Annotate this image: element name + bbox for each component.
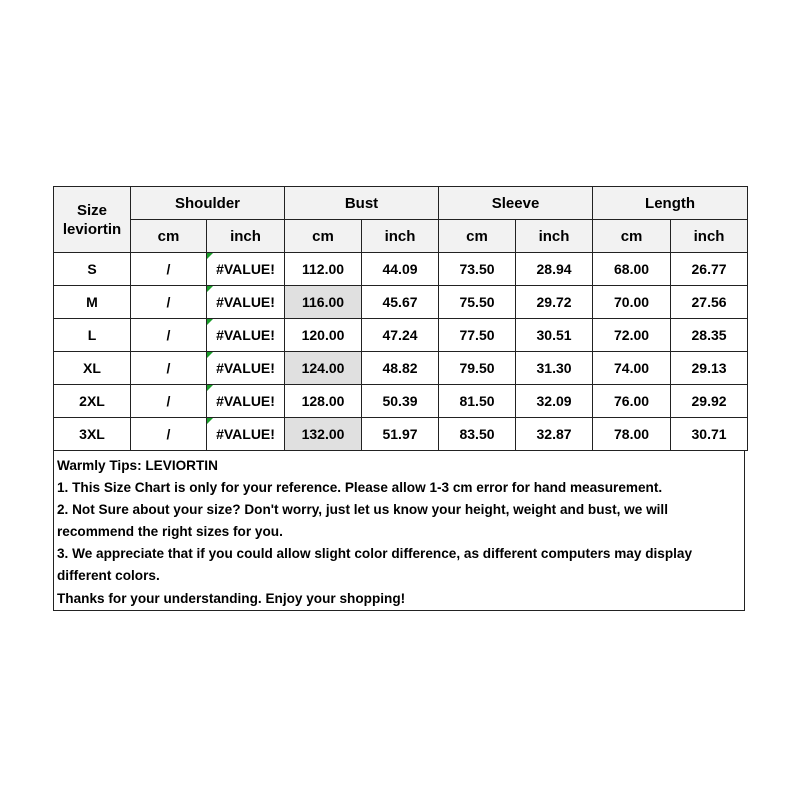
bust-inch-cell: 45.67 <box>362 286 439 319</box>
group-header-bust: Bust <box>285 187 439 220</box>
size-cell: M <box>54 286 131 319</box>
tip-line-2: 2. Not Sure about your size? Don't worry, just let us know your height, weight and bust, we will recommend the right sizes for you. <box>57 502 668 540</box>
unit-header-shoulder-cm: cm <box>131 220 207 253</box>
tips-section <box>53 451 745 611</box>
size-cell: S <box>54 253 131 286</box>
shoulder-cm-cell: / <box>131 253 207 286</box>
length-inch-cell: 29.92 <box>671 385 748 418</box>
unit-header-bust-inch: inch <box>362 220 439 253</box>
sleeve-inch-cell: 31.30 <box>516 352 593 385</box>
length-cm-cell: 72.00 <box>593 319 671 352</box>
shoulder-cm-cell: / <box>131 352 207 385</box>
length-inch-cell: 28.35 <box>671 319 748 352</box>
length-inch-cell: 26.77 <box>671 253 748 286</box>
sleeve-cm-cell: 81.50 <box>439 385 516 418</box>
table-row <box>54 418 748 451</box>
table-row <box>54 319 748 352</box>
sleeve-inch-cell: 28.94 <box>516 253 593 286</box>
length-inch-cell: 27.56 <box>671 286 748 319</box>
bust-inch-cell: 51.97 <box>362 418 439 451</box>
tip-line-4: Thanks for your understanding. Enjoy your shopping! <box>57 590 406 606</box>
size-chart-table <box>53 186 748 451</box>
shoulder-inch-cell: #VALUE! <box>207 319 285 352</box>
bust-cm-cell: 116.00 <box>285 286 362 319</box>
size-cell: L <box>54 319 131 352</box>
sleeve-inch-cell: 32.09 <box>516 385 593 418</box>
sleeve-cm-cell: 75.50 <box>439 286 516 319</box>
unit-header-bust-cm: cm <box>285 220 362 253</box>
bust-inch-cell: 48.82 <box>362 352 439 385</box>
shoulder-cm-cell: / <box>131 319 207 352</box>
sleeve-cm-cell: 73.50 <box>439 253 516 286</box>
size-cell: XL <box>54 352 131 385</box>
size-header-line1: Size <box>76 201 107 219</box>
tip-line-3: 3. We appreciate that if you could allow slight color difference, as different computers may display different colors. <box>57 546 693 584</box>
shoulder-inch-cell: #VALUE! <box>207 253 285 286</box>
bust-cm-cell: 124.00 <box>285 352 362 385</box>
bust-cm-cell: 112.00 <box>285 253 362 286</box>
bust-cm-cell: 128.00 <box>285 385 362 418</box>
length-cm-cell: 76.00 <box>593 385 671 418</box>
unit-header-sleeve-cm: cm <box>439 220 516 253</box>
length-cm-cell: 68.00 <box>593 253 671 286</box>
group-header-length: Length <box>593 187 748 220</box>
shoulder-inch-cell: #VALUE! <box>207 286 285 319</box>
sleeve-cm-cell: 83.50 <box>439 418 516 451</box>
shoulder-inch-cell: #VALUE! <box>207 352 285 385</box>
group-header-row <box>54 187 748 220</box>
size-cell: 2XL <box>54 385 131 418</box>
size-header-line2: leviortin <box>62 220 122 238</box>
size-cell: 3XL <box>54 418 131 451</box>
bust-inch-cell: 47.24 <box>362 319 439 352</box>
bust-cm-cell: 132.00 <box>285 418 362 451</box>
size-column-header <box>54 187 131 253</box>
sleeve-inch-cell: 32.87 <box>516 418 593 451</box>
table-row <box>54 385 748 418</box>
bust-inch-cell: 50.39 <box>362 385 439 418</box>
shoulder-cm-cell: / <box>131 385 207 418</box>
sleeve-inch-cell: 30.51 <box>516 319 593 352</box>
sleeve-cm-cell: 77.50 <box>439 319 516 352</box>
bust-inch-cell: 44.09 <box>362 253 439 286</box>
length-cm-cell: 70.00 <box>593 286 671 319</box>
length-cm-cell: 78.00 <box>593 418 671 451</box>
group-header-sleeve: Sleeve <box>439 187 593 220</box>
length-inch-cell: 29.13 <box>671 352 748 385</box>
sleeve-cm-cell: 79.50 <box>439 352 516 385</box>
table-row <box>54 253 748 286</box>
unit-header-shoulder-inch: inch <box>207 220 285 253</box>
unit-header-length-cm: cm <box>593 220 671 253</box>
shoulder-cm-cell: / <box>131 418 207 451</box>
tips-title: Warmly Tips: LEVIORTIN <box>57 458 218 473</box>
length-inch-cell: 30.71 <box>671 418 748 451</box>
group-header-shoulder: Shoulder <box>131 187 285 220</box>
tip-line-1: 1. This Size Chart is only for your reference. Please allow 1-3 cm error for hand measurement. <box>57 480 663 496</box>
unit-header-length-inch: inch <box>671 220 748 253</box>
table-row <box>54 286 748 319</box>
shoulder-cm-cell: / <box>131 286 207 319</box>
unit-header-row <box>54 220 748 253</box>
unit-header-sleeve-inch: inch <box>516 220 593 253</box>
bust-cm-cell: 120.00 <box>285 319 362 352</box>
shoulder-inch-cell: #VALUE! <box>207 385 285 418</box>
shoulder-inch-cell: #VALUE! <box>207 418 285 451</box>
sleeve-inch-cell: 29.72 <box>516 286 593 319</box>
length-cm-cell: 74.00 <box>593 352 671 385</box>
table-row <box>54 352 748 385</box>
